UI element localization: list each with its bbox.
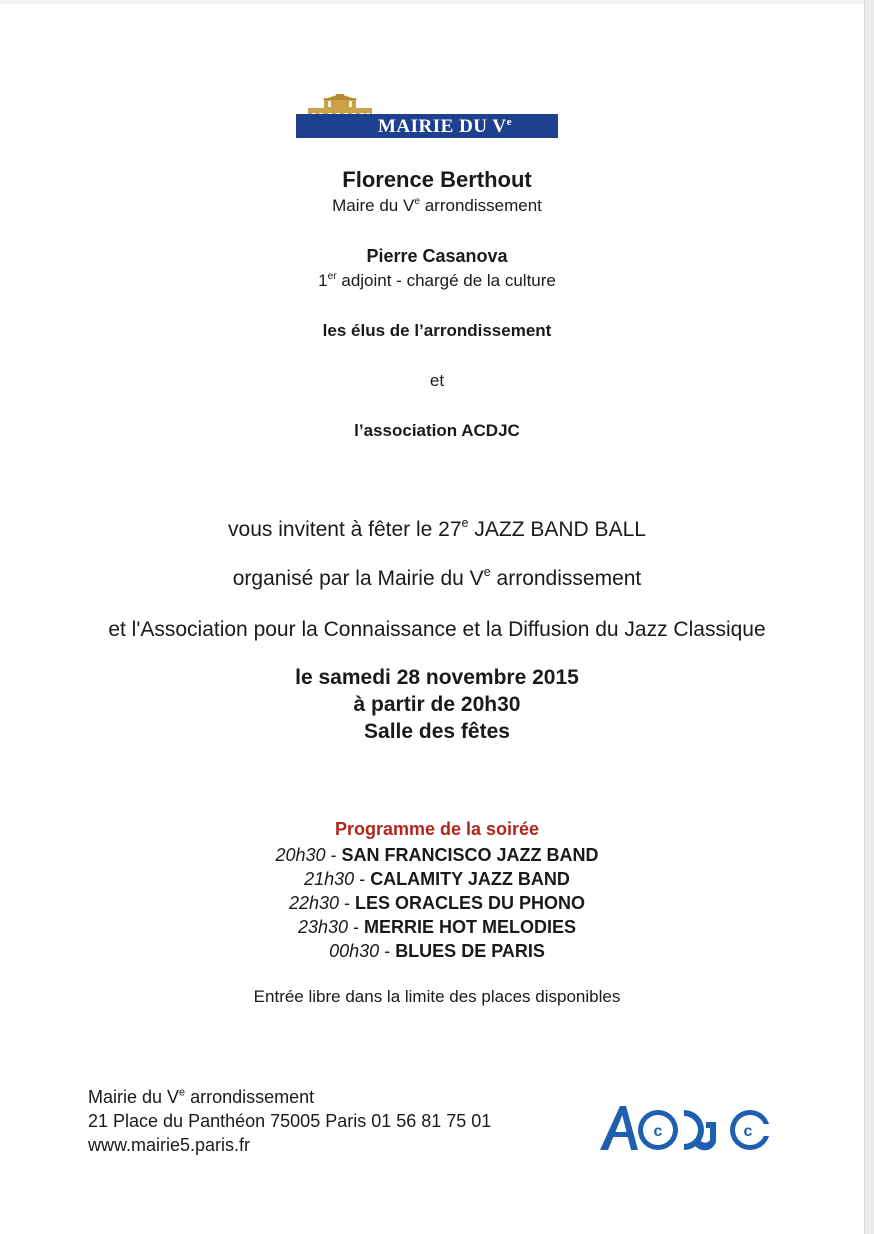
- entry-note: Entrée libre dans la limite des places disponibles: [253, 987, 621, 1006]
- deputy-name: Pierre Casanova: [366, 246, 508, 266]
- programme-item: 23h30 - MERRIE HOT MELODIES: [297, 917, 577, 937]
- mairie-logo: [296, 94, 558, 144]
- programme-item: 21h30 - CALAMITY JAZZ BAND: [304, 869, 570, 889]
- invitation-line-2: organisé par la Mairie du Ve arrondissement: [232, 565, 642, 590]
- mayor-role: Maire du Ve arrondissement: [332, 195, 542, 215]
- programme-list: [0, 843, 874, 963]
- event-date: le samedi 28 novembre 2015: [295, 666, 579, 689]
- programme-item: 20h30 - SAN FRANCISCO JAZZ BAND: [275, 845, 599, 865]
- scan-top-edge: [0, 0, 874, 4]
- acdjc-logo: [598, 1100, 778, 1156]
- programme-band: MERRIE HOT MELODIES: [364, 917, 577, 937]
- footer-org: Mairie du Ve arrondissement: [88, 1086, 315, 1107]
- programme-band: BLUES DE PARIS: [395, 941, 545, 961]
- invitation-line-1: vous invitent à fêter le 27e JAZZ BAND BALL: [228, 516, 646, 541]
- programme-title: Programme de la soirée: [334, 819, 540, 839]
- conjunction-text: et: [429, 371, 445, 390]
- programme-time: 00h30: [329, 941, 380, 961]
- event-venue: Salle des fêtes: [364, 720, 510, 743]
- programme-band: CALAMITY JAZZ BAND: [370, 869, 570, 889]
- elected-officials: les élus de l’arrondissement: [322, 321, 552, 340]
- event-time: à partir de 20h30: [353, 693, 521, 716]
- logo-text: MAIRIE DU Ve: [378, 116, 513, 137]
- footer-website[interactable]: www.mairie5.paris.fr: [88, 1135, 251, 1155]
- programme-item: 22h30 - LES ORACLES DU PHONO: [288, 893, 586, 913]
- svg-text:c: c: [743, 1123, 753, 1140]
- mayor-name: Florence Berthout: [342, 167, 532, 192]
- footer-contact: [88, 1085, 491, 1157]
- programme-time: 20h30: [275, 845, 326, 865]
- programme-band: LES ORACLES DU PHONO: [355, 893, 586, 913]
- programme-band: SAN FRANCISCO JAZZ BAND: [341, 845, 599, 865]
- footer-address: 21 Place du Panthéon 75005 Paris 01 56 81 75 01: [88, 1111, 492, 1131]
- programme-time: 22h30: [288, 893, 340, 913]
- programme-item: 00h30 - BLUES DE PARIS: [329, 941, 545, 961]
- invitation-line-3: et l'Association pour la Connaissance et la Diffusion du Jazz Classique: [108, 618, 766, 641]
- svg-text:c: c: [653, 1123, 663, 1140]
- programme-time: 21h30: [304, 869, 355, 889]
- deputy-role: 1er adjoint - chargé de la culture: [318, 270, 556, 290]
- association-name: l’association ACDJC: [354, 421, 520, 440]
- programme-time: 23h30: [297, 917, 349, 937]
